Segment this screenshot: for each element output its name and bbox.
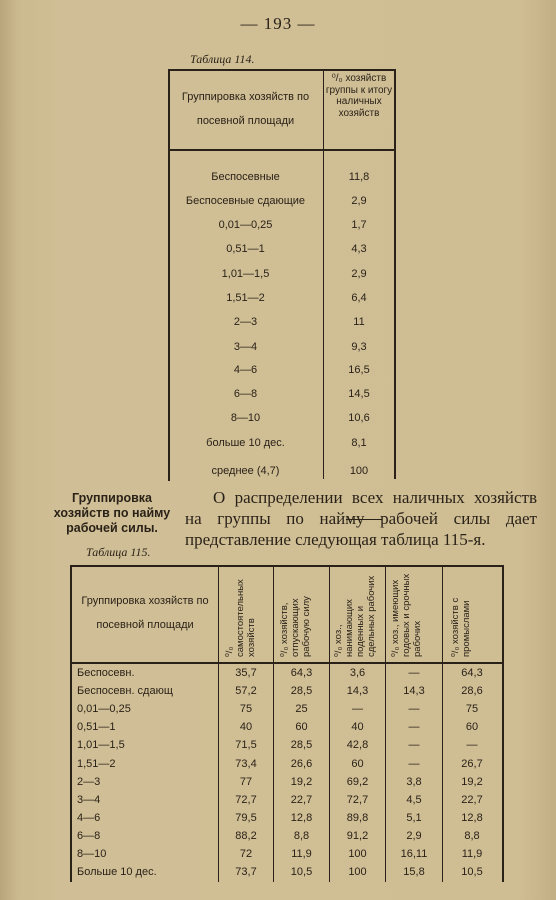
table-114-row	[168, 435, 396, 455]
table-114-row	[168, 266, 396, 286]
table-115-value-cell: 71,5	[235, 739, 257, 752]
table-115-row	[72, 737, 502, 755]
table-115-value-cell: 100	[348, 866, 367, 879]
table-115-group-cell: 1,01—1,5	[77, 739, 125, 752]
table-115-value-cell: 60	[295, 721, 308, 734]
table-114-group-cell: 3—4	[233, 341, 258, 353]
table-114-caption: Таблица 114.	[190, 52, 255, 66]
table-115-value-cell: 19,2	[461, 775, 483, 788]
table-115-column-header: ⁰/₀ самостоятельных хозяйств	[224, 579, 257, 657]
table-115-value-cell: 69,2	[346, 775, 369, 788]
table-115-group-cell: Беспосевн.	[77, 667, 135, 679]
table-115-group-cell: 3—4	[77, 793, 101, 806]
table-115-value-cell: 72	[239, 848, 253, 860]
table-115-row	[72, 810, 502, 828]
table-114-value-cell: 2,9	[351, 268, 367, 280]
table-114-row	[168, 463, 396, 483]
table-115-value-cell: 11,9	[461, 848, 483, 860]
table-115-value-cell: 75	[465, 703, 479, 716]
table-115-group-cell: 2—3	[77, 775, 101, 788]
table-115-value-cell: 42,8	[346, 739, 369, 752]
table-115-row	[72, 665, 502, 683]
table-114-value-cell: 14,5	[348, 388, 370, 400]
table-115-value-cell: —	[408, 757, 420, 770]
table-114-group-cell: 1,01—1,5	[221, 268, 270, 280]
table-114-group-cell: 8—10	[230, 412, 261, 424]
table-115-group-cell: 0,51—1	[77, 721, 116, 734]
page-number: — 193 —	[240, 14, 316, 33]
table-115-header-divider	[72, 662, 502, 664]
table-115-value-cell: 75	[239, 703, 253, 716]
side-heading: Группировка хозяйств по найму рабочей силы.	[53, 491, 171, 535]
table-115-value-cell: —	[408, 703, 420, 716]
table-115-value-cell: 15,8	[403, 866, 425, 879]
table-114-value-cell: 8,1	[351, 437, 367, 449]
table-115-column-header: ⁰/₀ хозяйств, отпускающих рабочую силу	[279, 596, 312, 657]
table-115-row	[72, 828, 502, 846]
table-114-row	[168, 217, 396, 237]
table-114-group-cell: 4—6	[233, 364, 258, 376]
table-115-value-cell: —	[408, 667, 420, 679]
table-115-value-cell: 12,8	[290, 811, 313, 824]
table-114-row	[168, 362, 396, 382]
table-115-row	[72, 792, 502, 810]
table-115-value-cell: 3,8	[406, 775, 422, 788]
table-114-group-cell: Беспосевные	[211, 171, 280, 183]
table-114-value-cell: 1,7	[351, 219, 367, 231]
table-115-value-cell: 26,7	[461, 757, 483, 770]
table-115-value-cell: 35,7	[235, 667, 257, 679]
table-114-row	[168, 241, 396, 261]
table-115-value-cell: —	[408, 739, 420, 752]
table-115-value-cell: 88,2	[235, 829, 257, 842]
table-114-group-cell: 2—3	[233, 316, 258, 328]
table-115-row	[72, 846, 502, 864]
table-115-value-cell: 28,5	[290, 739, 313, 752]
table-115-value-cell: 28,5	[290, 685, 313, 698]
table-114-group-cell: среднее (4,7)	[211, 465, 280, 477]
table-115-row	[72, 683, 502, 701]
table-114-row	[168, 193, 396, 213]
table-114-value-cell: 9,3	[351, 341, 367, 353]
table-115	[70, 565, 504, 882]
table-115-group-cell: Беспосевн. сдающ	[77, 685, 173, 698]
table-115-value-cell: 11,9	[291, 848, 312, 860]
table-115-value-cell: 40	[239, 721, 253, 734]
table-115-value-cell: 73,4	[235, 757, 257, 770]
table-115-row	[72, 756, 502, 774]
table-115-value-cell: 79,5	[235, 811, 257, 824]
table-115-value-cell: 89,8	[346, 811, 369, 824]
table-115-group-cell: Больше 10 дес.	[77, 866, 157, 879]
table-115-column-header: ⁰/₀ хозяйств с промыслами	[450, 597, 472, 657]
table-115-group-header: Группировка хозяйств по посевной площади	[81, 595, 209, 631]
table-115-value-cell: 100	[348, 848, 367, 860]
table-115-value-cell: 73,7	[235, 866, 257, 879]
table-115-value-cell: 8,8	[464, 829, 480, 842]
table-115-value-cell: 4,5	[406, 793, 422, 806]
body-paragraph: О распределении всех наличных хозяйств на группы по найму рабочей силы дает представление следующая таблица 115-я.	[185, 488, 537, 549]
table-115-value-cell: —	[466, 739, 478, 752]
table-115-row	[72, 864, 502, 882]
table-114-value-cell: 10,6	[348, 412, 370, 424]
table-115-value-cell: 14,3	[403, 685, 425, 698]
table-115-value-cell: 72,7	[346, 793, 369, 806]
table-115-value-cell: 72,7	[235, 793, 257, 806]
table-115-group-cell: 0,01—0,25	[77, 703, 131, 716]
table-114-value-cell: 2,9	[351, 195, 367, 207]
table-115-value-cell: 10,5	[461, 866, 483, 879]
table-115-value-cell: 64,3	[461, 667, 483, 679]
table-114-value-cell: 11	[353, 316, 365, 328]
table-115-value-cell: 8,8	[293, 829, 310, 842]
table-114-value-cell: 6,4	[351, 292, 367, 304]
table-114-row	[168, 339, 396, 359]
table-115-value-cell: 19,2	[290, 775, 313, 788]
table-115-value-cell: 12,8	[461, 811, 483, 824]
table-114-group-cell: 6—8	[233, 388, 258, 400]
table-114-value-cell: 11,8	[348, 171, 370, 183]
table-115-row	[72, 774, 502, 792]
table-115-value-cell: 10,5	[290, 866, 313, 879]
table-115-value-cell: 60	[351, 757, 364, 770]
table-114-header-divider	[168, 149, 396, 151]
table-114-value-cell: 16,5	[348, 364, 370, 376]
table-115-value-cell: 2,9	[406, 829, 422, 842]
table-115-value-cell: —	[408, 721, 420, 734]
table-115-group-cell: 8—10	[77, 848, 107, 860]
table-115-row	[72, 701, 502, 719]
table-115-value-cell: 22,7	[461, 793, 483, 806]
table-115-value-cell: 60	[465, 721, 479, 734]
table-115-value-cell: 3,6	[349, 667, 366, 679]
table-114-row	[168, 314, 396, 334]
table-115-value-cell: 40	[351, 721, 364, 734]
table-114-row	[168, 386, 396, 406]
table-114-group-cell: Беспосевные сдающие	[185, 195, 306, 207]
table-115-value-cell: 26,6	[290, 757, 313, 770]
table-115-value-cell: 28,6	[461, 685, 483, 698]
table-114-row	[168, 169, 396, 189]
table-114-group-cell: 0,51—1	[226, 243, 265, 255]
table-114-value-header: ⁰/₀ хозяйств группы к итогу наличных хозяйств	[325, 73, 393, 119]
table-115-value-cell: 16,11	[400, 848, 428, 860]
table-114-value-cell: 4,3	[351, 243, 367, 255]
table-115-value-cell: 25	[295, 703, 308, 716]
table-115-row	[72, 719, 502, 737]
table-114-row	[168, 410, 396, 430]
table-115-value-cell: 91,2	[346, 829, 369, 842]
table-115-value-cell: —	[352, 703, 363, 716]
table-114-group-cell: больше 10 дес.	[206, 437, 285, 449]
table-114-row	[168, 290, 396, 310]
table-114-value-cell: 100	[349, 465, 369, 477]
table-114-group-cell: 1,51—2	[226, 292, 265, 304]
table-115-column-header: ⁰/₀ хоз., нанимающих поденных и сдельных рабочих	[333, 575, 377, 657]
table-115-value-cell: 77	[239, 775, 253, 788]
table-115-group-cell: 1,51—2	[77, 757, 116, 770]
table-115-value-cell: 57,2	[235, 685, 257, 698]
table-115-value-cell: 5,1	[406, 811, 422, 824]
table-115-value-cell: 14,3	[346, 685, 369, 698]
table-115-group-cell: 6—8	[77, 829, 101, 842]
table-115-caption: Таблица 115.	[86, 545, 151, 559]
table-114-group-cell: 0,01—0,25	[218, 219, 273, 231]
table-115-column-header: ⁰/₀ хоз., имеющих годовых и срочных рабочих	[390, 573, 423, 657]
table-114-group-header: Группировка хозяйств по посевной площади	[181, 91, 310, 127]
table-115-group-cell: 4—6	[77, 811, 101, 824]
table-115-value-cell: 64,3	[290, 667, 313, 679]
table-115-value-cell: 22,7	[290, 793, 313, 806]
table-114	[168, 69, 396, 479]
